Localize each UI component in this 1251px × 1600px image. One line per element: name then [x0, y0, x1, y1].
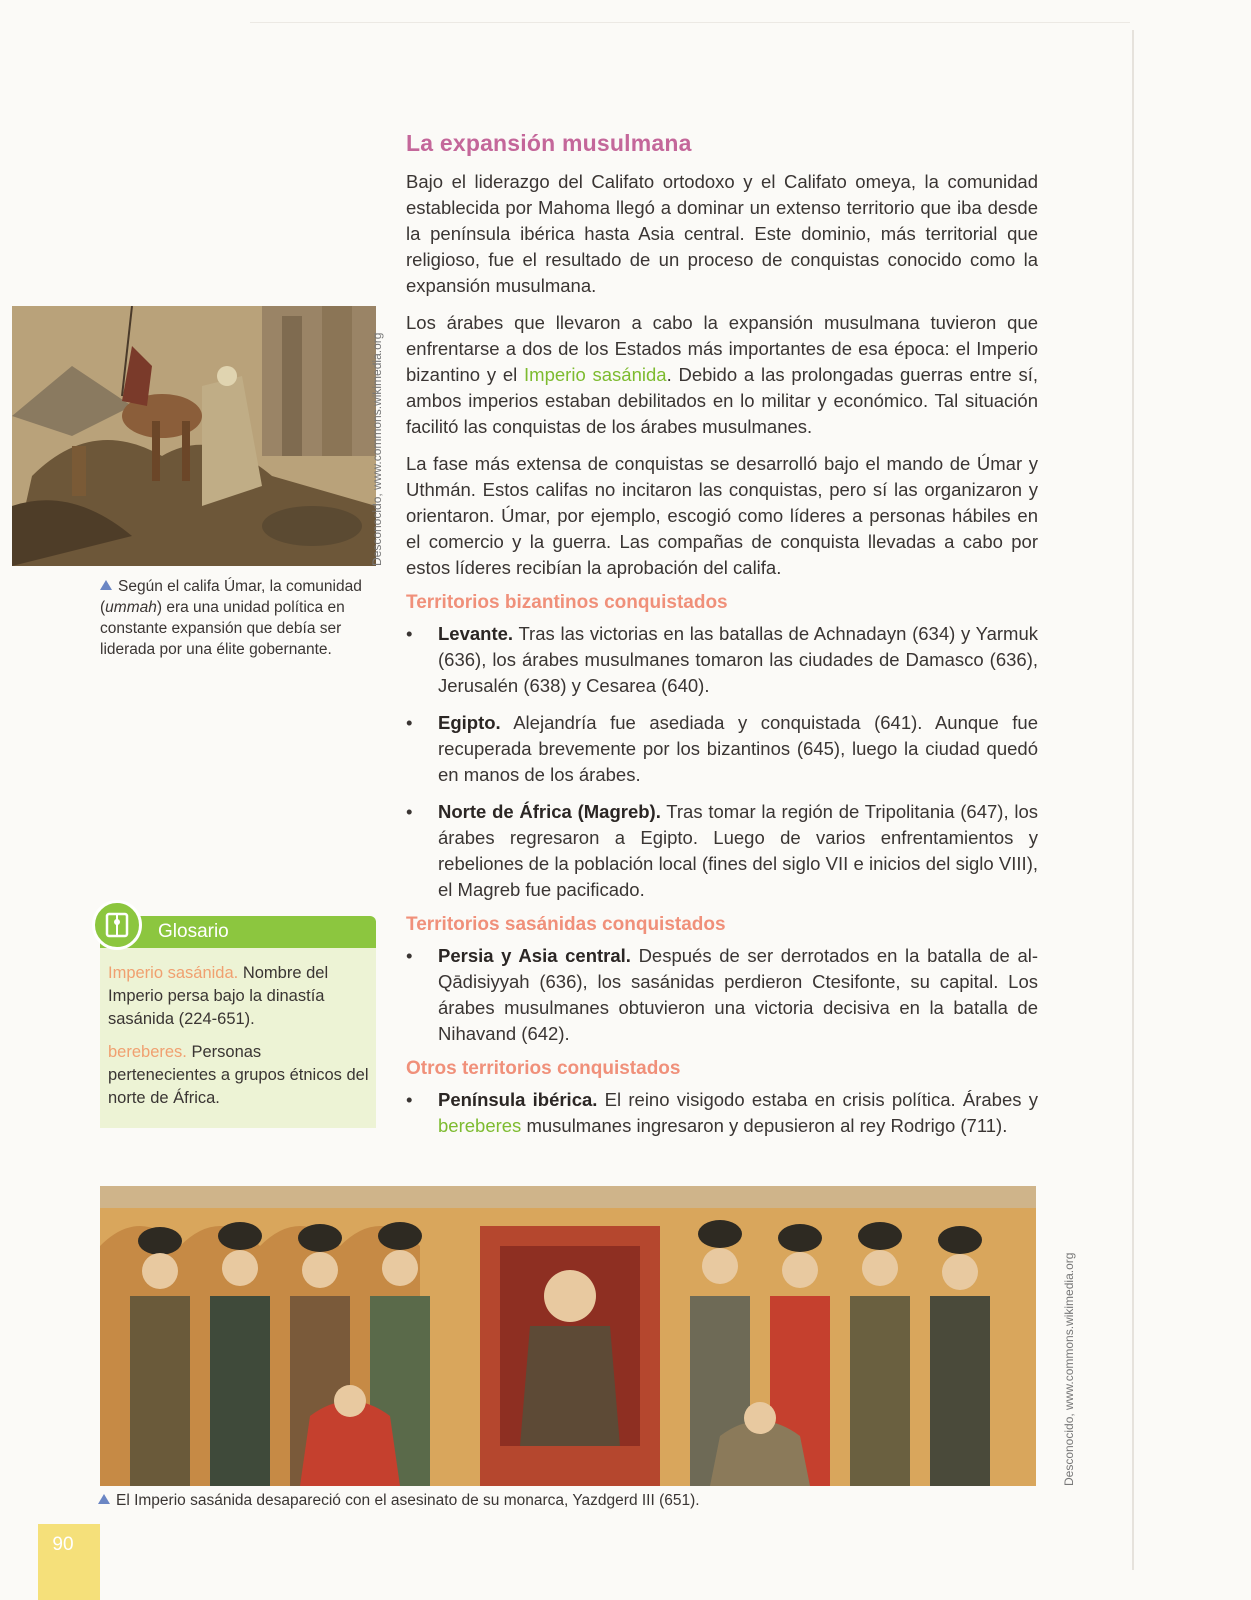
subheading-byzantine: Territorios bizantinos conquistados	[406, 592, 728, 613]
glossary-term: bereberes.	[108, 1043, 187, 1061]
page-number: 90	[52, 1534, 74, 1555]
paragraph-empires	[406, 310, 1038, 440]
item-text: El reino visigodo estaba en crisis política. Árabes y	[597, 1089, 1038, 1110]
caption-italic-term: ummah	[105, 599, 157, 616]
caption-text: El Imperio sasánida desapareció con el asesinato de su monarca, Yazdgerd III (651).	[116, 1492, 700, 1509]
image1-caption	[100, 576, 370, 660]
glossary-box	[100, 922, 376, 1128]
caption-triangle-icon	[100, 580, 112, 590]
glossary-link-imperio-sasanida[interactable]: Imperio sasánida	[524, 364, 667, 385]
item-text: musulmanes ingresaron y depusieron al rey Rodrigo (711).	[521, 1115, 1008, 1136]
page-number-tab	[38, 1524, 100, 1600]
glossary-title: Glosario	[158, 921, 229, 942]
list-item	[406, 943, 1038, 1047]
image2-caption	[98, 1492, 700, 1510]
subheading-sasanian: Territorios sasánidas conquistados	[406, 914, 726, 935]
glossary-link-bereberes[interactable]: bereberes	[438, 1115, 522, 1136]
page-edge-rule	[1132, 30, 1134, 1570]
caption-triangle-icon	[98, 1494, 110, 1504]
item-text: Después de ser derrotados en la batalla de al-Qādisiyyah (636), los sasánidas perdieron Ctesifonte, su capital. Los árabes musulmanes obtuvieron una victoria decisiva en la batalla de Nihavand (642).	[438, 945, 1039, 1044]
item-text: Tras tomar la región de Tripolitania (647), los árabes regresaron a Egipto. Luego de varios enfrentamientos y rebeliones de la población local (fines del siglo VII e inicios del siglo VIII), el Magreb fue pacificado.	[438, 801, 1038, 900]
book-icon	[92, 900, 142, 950]
list-item	[406, 1087, 1038, 1139]
list-item	[406, 621, 1038, 699]
item-label: Egipto.	[438, 712, 501, 733]
glossary-entry	[108, 1041, 370, 1110]
item-text: Alejandría fue asediada y conquistada (641). Aunque fue recuperada brevemente por los bizantinos (645), luego la ciudad quedó en manos de los árabes.	[438, 712, 1038, 785]
glossary-definition: Personas pertenecientes a grupos étnicos del norte de África.	[108, 1043, 369, 1107]
item-label: Península ibérica.	[438, 1089, 598, 1110]
main-text-column	[406, 130, 1038, 1150]
list-item	[406, 799, 1038, 903]
glossary-term: Imperio sasánida.	[108, 964, 239, 982]
page-title: La expansión musulmana	[406, 130, 692, 156]
glossary-body	[108, 962, 370, 1120]
image2-credit: Desconocido, www.commons.wikimedia.org	[1062, 1252, 1076, 1486]
caliph-umar-illustration	[12, 306, 376, 566]
paragraph-conquest-phase: La fase más extensa de conquistas se desarrolló bajo el mando de Úmar y Uthmán. Estos califas no incitaron las conquistas, pero sí las organizaron y orientaron. Úmar, por ejemplo, escogió como líderes a personas hábiles en el comercio y la guerra. Las compañas de conquista llevadas a cabo por estos líderes recibían la aprobación del califa.	[406, 453, 1038, 578]
subheading-other: Otros territorios conquistados	[406, 1058, 681, 1079]
item-label: Persia y Asia central.	[438, 945, 631, 966]
caption-text: Según el califa Úmar, la comunidad (	[100, 578, 362, 616]
caption-text: ) era una unidad política en constante expansión que debía ser liderada por una élite gobernante.	[100, 599, 345, 658]
paragraph-text: . Debido a las prolongadas guerras entre sí, ambos imperios estaban debilitados en lo militar y económico. Tal situación facilitó las conquistas de los árabes musulmanes.	[406, 364, 1038, 437]
list-item	[406, 710, 1038, 788]
page-top-rule	[250, 22, 1130, 23]
image1-credit: Desconocido, www.commons.wikimedia.org	[370, 332, 384, 566]
sasanian-court-miniature	[100, 1186, 1036, 1486]
glossary-definition: Nombre del Imperio persa bajo la dinastía sasánida (224-651).	[108, 964, 329, 1028]
paragraph-text: Los árabes que llevaron a cabo la expansión musulmana tuvieron que enfrentarse a dos de los Estados más importantes de esa época: el Imperio bizantino y el	[406, 312, 1038, 385]
intro-paragraph: Bajo el liderazgo del Califato ortodoxo y el Califato omeya, la comunidad establecida por Mahoma llegó a dominar un extenso territorio que iba desde la península ibérica hasta Asia central. Este dominio, más territorial que religioso, fue el resultado de un proceso de conquistas conocido como la expansión musulmana.	[406, 171, 1038, 296]
glossary-entry	[108, 962, 370, 1031]
item-label: Norte de África (Magreb).	[438, 801, 661, 822]
item-label: Levante.	[438, 623, 514, 644]
item-text: Tras las victorias en las batallas de Achnadayn (634) y Yarmuk (636), los árabes musulmanes tomaron las ciudades de Damasco (636), Jerusalén (638) y Cesarea (640).	[438, 623, 1038, 696]
